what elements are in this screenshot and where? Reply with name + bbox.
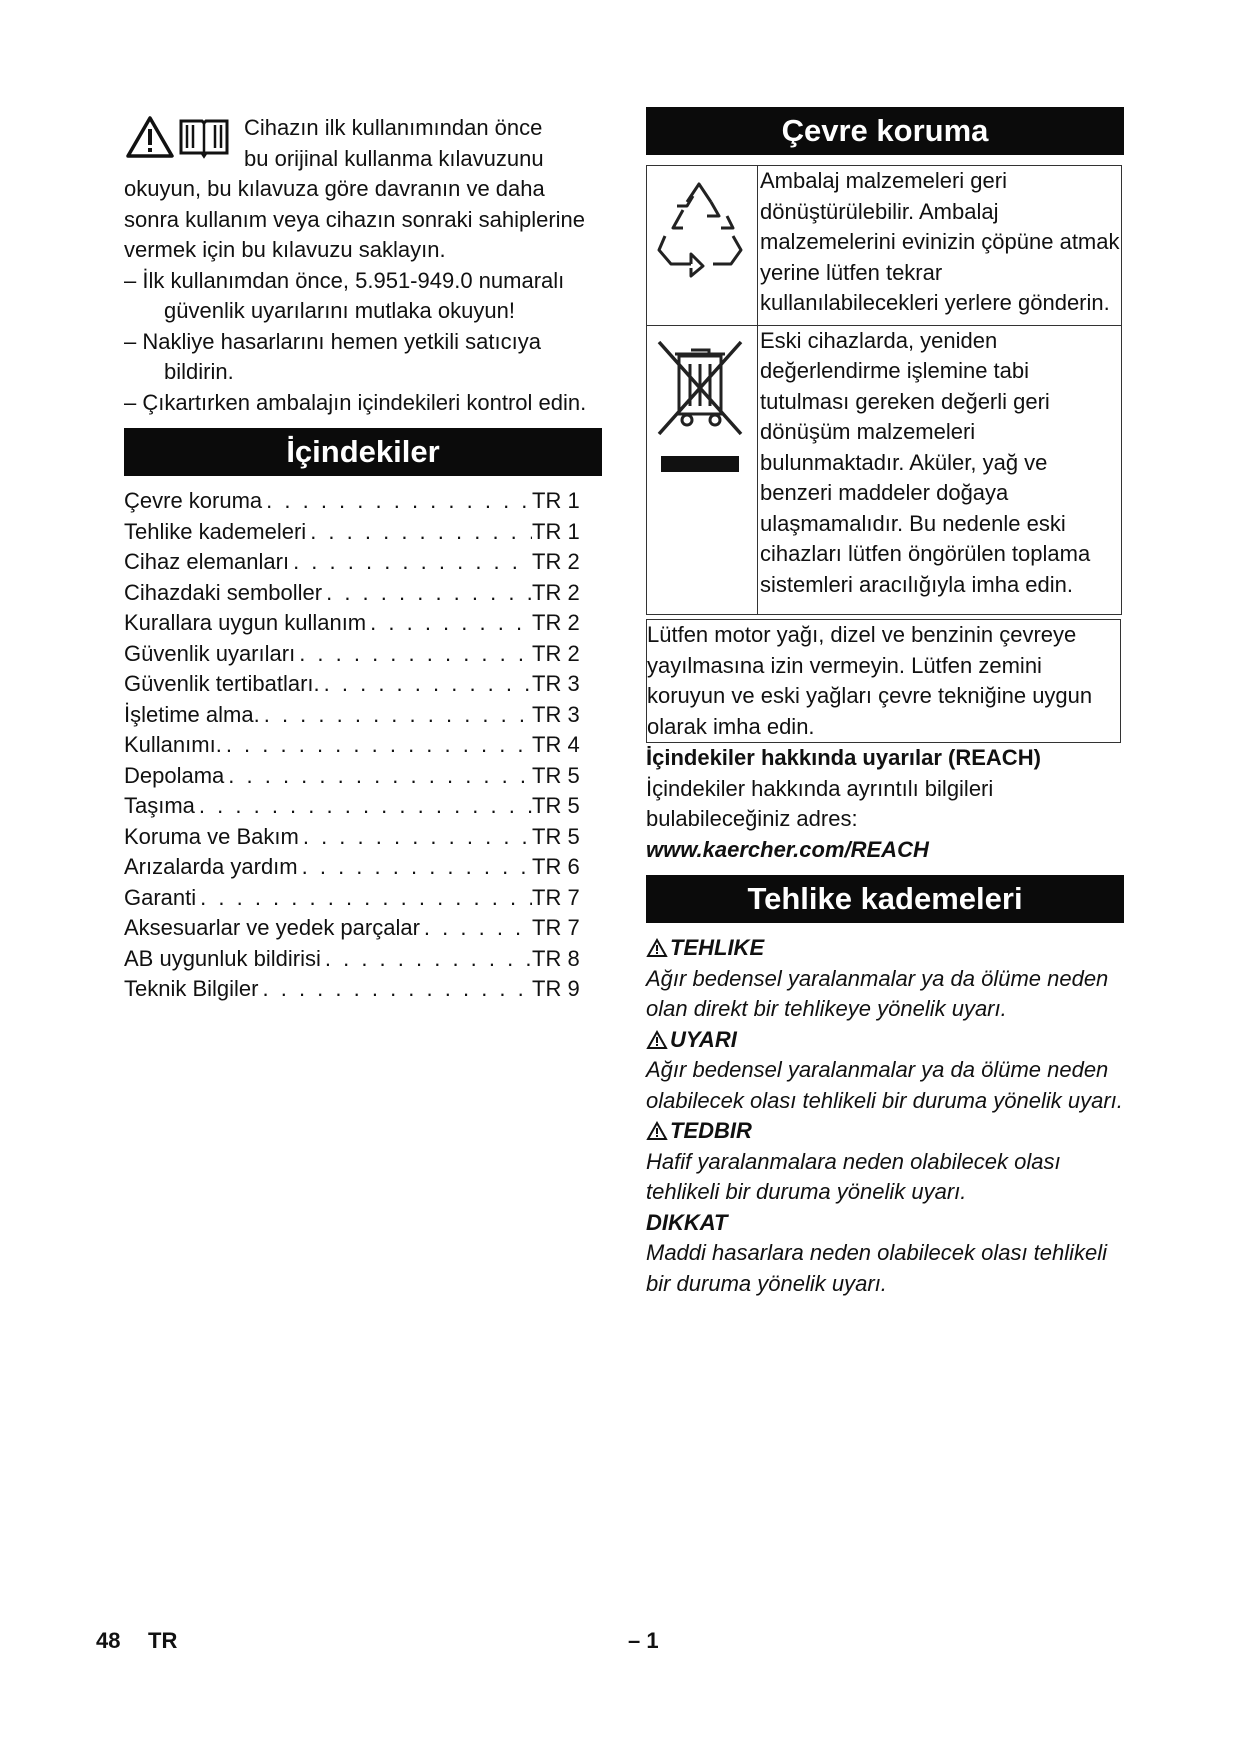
toc-leader: [195, 791, 532, 822]
toc-leader: [260, 700, 532, 731]
toc-entry-label: Cihazdaki semboller: [124, 579, 323, 605]
toc-leader: [298, 852, 532, 883]
reach-text: İçindekiler hakkında ayrıntılı bilgileri bulabileceğiniz adres:: [646, 775, 994, 831]
toc-leader: [299, 822, 532, 853]
toc-entry-label: Güvenlik uyarıları: [124, 640, 296, 666]
toc-entry-label: Garanti: [124, 884, 197, 910]
toc-leader: [366, 608, 532, 639]
toc-entry-page: TR 5: [532, 823, 580, 849]
environment-title: Çevre koruma: [646, 107, 1124, 155]
toc-entry-page: TR 7: [532, 884, 580, 910]
toc-leader: [262, 486, 532, 517]
weee-row: [647, 325, 1122, 615]
toc-entry-label: Cihaz elemanları: [124, 549, 290, 574]
toc-leader: [320, 669, 532, 700]
recycle-icon-cell: [647, 166, 758, 326]
intro-item-1: – İlk kullanımdan önce, 5.951-949.0 numaralı güvenlik uyarılarını mutlaka okuyun!: [124, 267, 565, 323]
toc-entry-page: TR 9: [532, 976, 580, 1001]
crossed-bin-icon: [647, 326, 753, 606]
toc-entry-label: Taşıma: [124, 793, 195, 818]
toc-title: İçindekiler: [124, 428, 602, 476]
hazard-name-wrap: [646, 1208, 1124, 1239]
toc-entry[interactable]: [124, 822, 602, 853]
toc-entry-page: TR 7: [532, 915, 580, 940]
intro-heading-line-2: bu orijinal kullanma kılavuzunu: [244, 145, 544, 171]
warning-triangle-icon: [646, 1030, 668, 1050]
hazard-name-wrap: [646, 1025, 1124, 1056]
intro-paragraph: okuyun, bu kılavuza göre davranın ve daha sonra kullanım veya cihazın sonraki sahiplerine vermek için bu kılavuzu saklayın.: [124, 176, 586, 262]
weee-icon-cell: [647, 325, 758, 615]
toc-leader: [196, 883, 532, 914]
hazard-name: UYARI: [670, 1026, 737, 1052]
toc-entry-label: Tehlike kademeleri: [124, 518, 307, 544]
toc-entry[interactable]: [124, 700, 602, 731]
toc-entry-page: TR 8: [532, 945, 580, 971]
hazard-text: Maddi hasarlara neden olabilecek olası tehlikeli bir duruma yönelik uyarı.: [646, 1240, 1108, 1296]
toc-entry-label: AB uygunluk bildirisi: [124, 945, 321, 971]
toc-leader: [321, 944, 532, 975]
toc-entry-page: TR 6: [532, 854, 580, 879]
hazard-level-warning: [646, 1025, 1124, 1117]
toc-entry-label: Koruma ve Bakım: [124, 823, 299, 849]
hazard-level-danger: [646, 933, 1124, 1025]
toc-entry-page: TR 2: [532, 610, 580, 635]
toc-entry-label: İşletime alma.: [124, 701, 260, 727]
hazard-title: Tehlike kademeleri: [646, 875, 1124, 923]
intro-icons: [126, 115, 230, 168]
toc-leader: [224, 761, 532, 792]
toc-entry[interactable]: [124, 913, 602, 944]
warning-triangle-icon: [126, 115, 174, 168]
toc-entry-label: Kurallara uygun kullanım: [124, 610, 367, 635]
toc-entry[interactable]: [124, 639, 602, 670]
toc-leader: [322, 578, 532, 609]
hazard-level-notice: [646, 1208, 1124, 1300]
hazard-level-caution: [646, 1116, 1124, 1208]
recycle-text: Ambalaj malzemeleri geri dönüştürülebilir. Ambalaj malzemelerini evinizin çöpüne atmak yerine lütfen tekrar kullanılabilecekleri yerlere gönderin.: [758, 166, 1122, 326]
toc-entry-label: Kullanımı.: [124, 732, 222, 757]
hazard-text: Ağır bedensel yaralanmalar ya da ölüme neden olabilecek olası tehlikeli bir duruma yönelik uyarı.: [646, 1057, 1123, 1113]
hazard-name-wrap: [646, 1116, 1124, 1147]
toc-entry-label: Aksesuarlar ve yedek parçalar: [124, 915, 420, 940]
toc-entry[interactable]: [124, 761, 602, 792]
hazard-name: TEHLIKE: [670, 935, 765, 960]
toc-entry-page: TR 2: [532, 549, 580, 574]
left-column: [124, 113, 602, 1005]
intro-heading-line-1: Cihazın ilk kullanımından önce: [244, 115, 543, 140]
toc-entry-page: TR 3: [532, 671, 580, 696]
reach-link[interactable]: www.kaercher.com/REACH: [646, 836, 929, 862]
toc-entry[interactable]: [124, 883, 602, 914]
environment-table: [646, 165, 1122, 615]
toc-leader: [306, 517, 532, 548]
toc-leader: [259, 974, 533, 1005]
footer-section-page: – 1: [628, 1628, 659, 1653]
toc-entry[interactable]: [124, 730, 602, 761]
toc-entry-page: TR 2: [532, 579, 580, 605]
toc-entry[interactable]: [124, 944, 602, 975]
toc-leader: [295, 639, 532, 670]
hazard-text: Hafif yaralanmalara neden olabilecek olası tehlikeli bir duruma yönelik uyarı.: [646, 1148, 1061, 1204]
toc-entry-page: TR 4: [532, 732, 580, 757]
intro-item-2: – Nakliye hasarlarını hemen yetkili satıcıya bildirin.: [124, 328, 541, 384]
toc-leader: [420, 913, 532, 944]
reach-title: İçindekiler hakkında uyarılar (REACH): [646, 745, 1041, 770]
toc-entry-page: TR 2: [532, 640, 580, 666]
oil-notice: Lütfen motor yağı, dizel ve benzinin çevreye yayılmasına izin vermeyin. Lütfen zemini koruyun ve eski yağları çevre tekniğine uygun olarak imha edin.: [646, 619, 1121, 743]
toc-leader: [222, 730, 532, 761]
toc-entry[interactable]: [124, 974, 602, 1005]
toc-entry-page: TR 1: [532, 488, 580, 513]
toc-entry[interactable]: [124, 669, 602, 700]
toc-entry[interactable]: [124, 547, 602, 578]
right-column: [646, 107, 1124, 1299]
hazard-name: DIKKAT: [646, 1209, 728, 1235]
toc-entry-page: TR 5: [532, 793, 580, 818]
toc-entry-label: Arızalarda yardım: [124, 854, 298, 879]
toc-entry-label: Teknik Bilgiler: [124, 976, 259, 1001]
toc-list: [124, 486, 602, 1005]
warning-triangle-icon: [646, 1121, 668, 1141]
toc-entry-label: Çevre koruma: [124, 488, 263, 513]
toc-entry-page: TR 3: [532, 701, 580, 727]
toc-entry[interactable]: [124, 517, 602, 548]
footer-page-number: 48: [96, 1628, 121, 1653]
toc-entry-page: TR 5: [532, 762, 580, 788]
toc-leader: [289, 547, 532, 578]
hazard-name-wrap: [646, 933, 1124, 964]
warning-triangle-icon: [646, 938, 668, 958]
recycle-icon: [647, 166, 753, 316]
toc-entry-page: TR 1: [532, 518, 580, 544]
toc-entry[interactable]: [124, 578, 602, 609]
toc-entry[interactable]: [124, 852, 602, 883]
toc-entry-label: Depolama: [124, 762, 225, 788]
weee-text: Eski cihazlarda, yeniden değerlendirme işlemine tabi tutulması gereken değerli geri dönüşüm malzemeleri bulunmaktadır. Aküler, yağ ve benzeri maddeler doğaya ulaşmamalıdır. Bu nedenle eski cihazları lütfen öngörülen toplama sistemleri aracılığıyla imha edin.: [758, 325, 1122, 615]
intro-heading: [124, 113, 602, 174]
hazard-name: TEDBIR: [670, 1118, 752, 1143]
toc-entry-label: Güvenlik tertibatları.: [124, 671, 320, 696]
hazard-text: Ağır bedensel yaralanmalar ya da ölüme neden olan direkt bir tehlikeye yönelik uyarı.: [646, 965, 1109, 1021]
toc-entry[interactable]: [124, 791, 602, 822]
intro-item-3: – Çıkartırken ambalajın içindekileri kontrol edin.: [124, 389, 587, 415]
footer-language: TR: [148, 1628, 178, 1653]
manual-book-icon: [178, 115, 230, 168]
recycle-row: [647, 166, 1122, 326]
toc-entry[interactable]: [124, 486, 602, 517]
toc-entry[interactable]: [124, 608, 602, 639]
